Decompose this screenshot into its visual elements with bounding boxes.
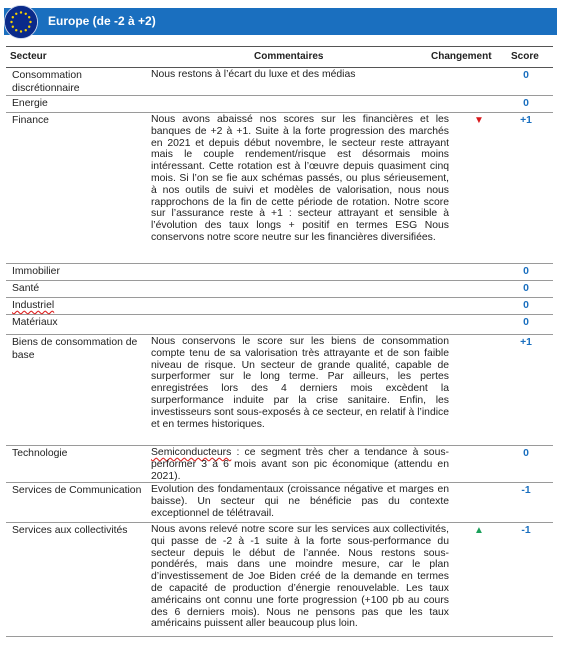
sector-name: Energie	[12, 98, 48, 109]
sector-name: Consommation discrétionnaire	[12, 70, 82, 94]
sector-comment: Nous restons à l’écart du luxe et des médias	[151, 69, 356, 80]
table-row	[6, 315, 553, 335]
header-title: Europe (de -2 à +2)	[48, 14, 156, 28]
table-row	[6, 281, 553, 298]
table-row	[6, 68, 553, 96]
sector-score: -1	[521, 525, 531, 536]
column-header-comments: Commentaires	[254, 51, 324, 62]
sector-score: +1	[520, 337, 532, 348]
sector-name: Industriel	[12, 300, 55, 311]
sector-comment: Evolution des fondamentaux (croissance négative et marges en baisse). Un secteur qui ne bénéficie pas du contexte exceptionnel de télétravail.	[151, 484, 449, 519]
sector-score: +1	[520, 115, 532, 126]
sector-score: -1	[521, 485, 531, 496]
sector-name: Services aux collectivités	[12, 525, 128, 536]
sector-name: Matériaux	[12, 317, 58, 328]
table-row	[6, 483, 553, 523]
sector-name: Services de Communication	[12, 485, 142, 496]
table-header	[6, 46, 553, 68]
table-row	[6, 523, 553, 637]
sector-comment	[151, 447, 449, 482]
section-header	[4, 8, 557, 35]
sector-name: Santé	[12, 283, 40, 294]
table-row	[6, 298, 553, 315]
sector-table	[6, 46, 553, 637]
column-header-score: Score	[511, 51, 539, 62]
comment-lead: Semiconducteurs	[151, 447, 232, 458]
comment-rest: : ce segment très cher a tendance à sous-performer 3 à 6 mois avant son pic économique (attendu en 2021).	[151, 447, 449, 482]
sector-comment: Nous avons relevé notre score sur les services aux collectivités, qui passe de -2 à -1 suite à la forte sous-performance du secteur depuis le début de l’année. Nous restons sous-pondérés, mais dans une moindre mesure, car le plan d’investissement de Joe Biden créé de la demande en termes de capacité de production d’énergie renouvelable. Les taux américains ont connu une forte progression (+100 pb au cours des 6 derniers mois). Nous ne pensons pas que les taux américains puissent aller beaucoup plus loin.	[151, 524, 449, 630]
table-row	[6, 113, 553, 264]
sector-score: 0	[523, 283, 529, 294]
table-row	[6, 264, 553, 281]
table-row	[6, 96, 553, 113]
change-down-icon: ▼	[474, 115, 484, 126]
sector-name: Immobilier	[12, 266, 60, 277]
sector-score: 0	[523, 317, 529, 328]
sector-score: 0	[523, 98, 529, 109]
eu-flag-icon	[4, 5, 38, 39]
column-header-change: Changement	[431, 51, 492, 62]
sector-comment: Nous conservons le score sur les biens de consommation compte tenu de sa valorisation très attrayante et de son faible niveau de risque. Un secteur de grande qualité, capable de surperformer sur le long terme. Par ailleurs, les pertes enregistrées lors des 4 derniers mois excèdent la surperformance induite par la crise sanitaire. Enfin, les investisseurs sont sous-exposés à ce secteur, en relatif à l’indice et en termes historiques.	[151, 336, 449, 430]
sector-score: 0	[523, 70, 529, 81]
sector-score: 0	[523, 266, 529, 277]
sector-comment: Nous avons abaissé nos scores sur les financières et les banques de +2 à +1. Suite à la forte progression des marchés en 2021 et depuis début novembre, le secteur reste attrayant mais le couple rendement/risque est désormais moins intéressant. Cette rotation est à l’œuvre depuis quasiment cinq mois. Si l’on se fie aux schémas passés, ou plus sérieusement, à nos outils de suivi et modèles de valorisation, nous nous rapprochons de la fin de cette période de rotation. Notre score sur l’assurance reste à +1 : secteur attrayant et sensible à l’évolution des taux longs + positif en termes ESG Nous conservons notre score neutre sur les financières diversifiées.	[151, 114, 449, 243]
sector-score: 0	[523, 448, 529, 459]
table-row	[6, 446, 553, 483]
change-up-icon: ▲	[474, 525, 484, 536]
sector-name: Finance	[12, 115, 49, 126]
sector-score: 0	[523, 300, 529, 311]
column-header-sector: Secteur	[10, 51, 47, 62]
sector-name: Technologie	[12, 448, 68, 459]
table-row	[6, 335, 553, 446]
sector-name: Biens de consommation de base	[12, 337, 138, 361]
